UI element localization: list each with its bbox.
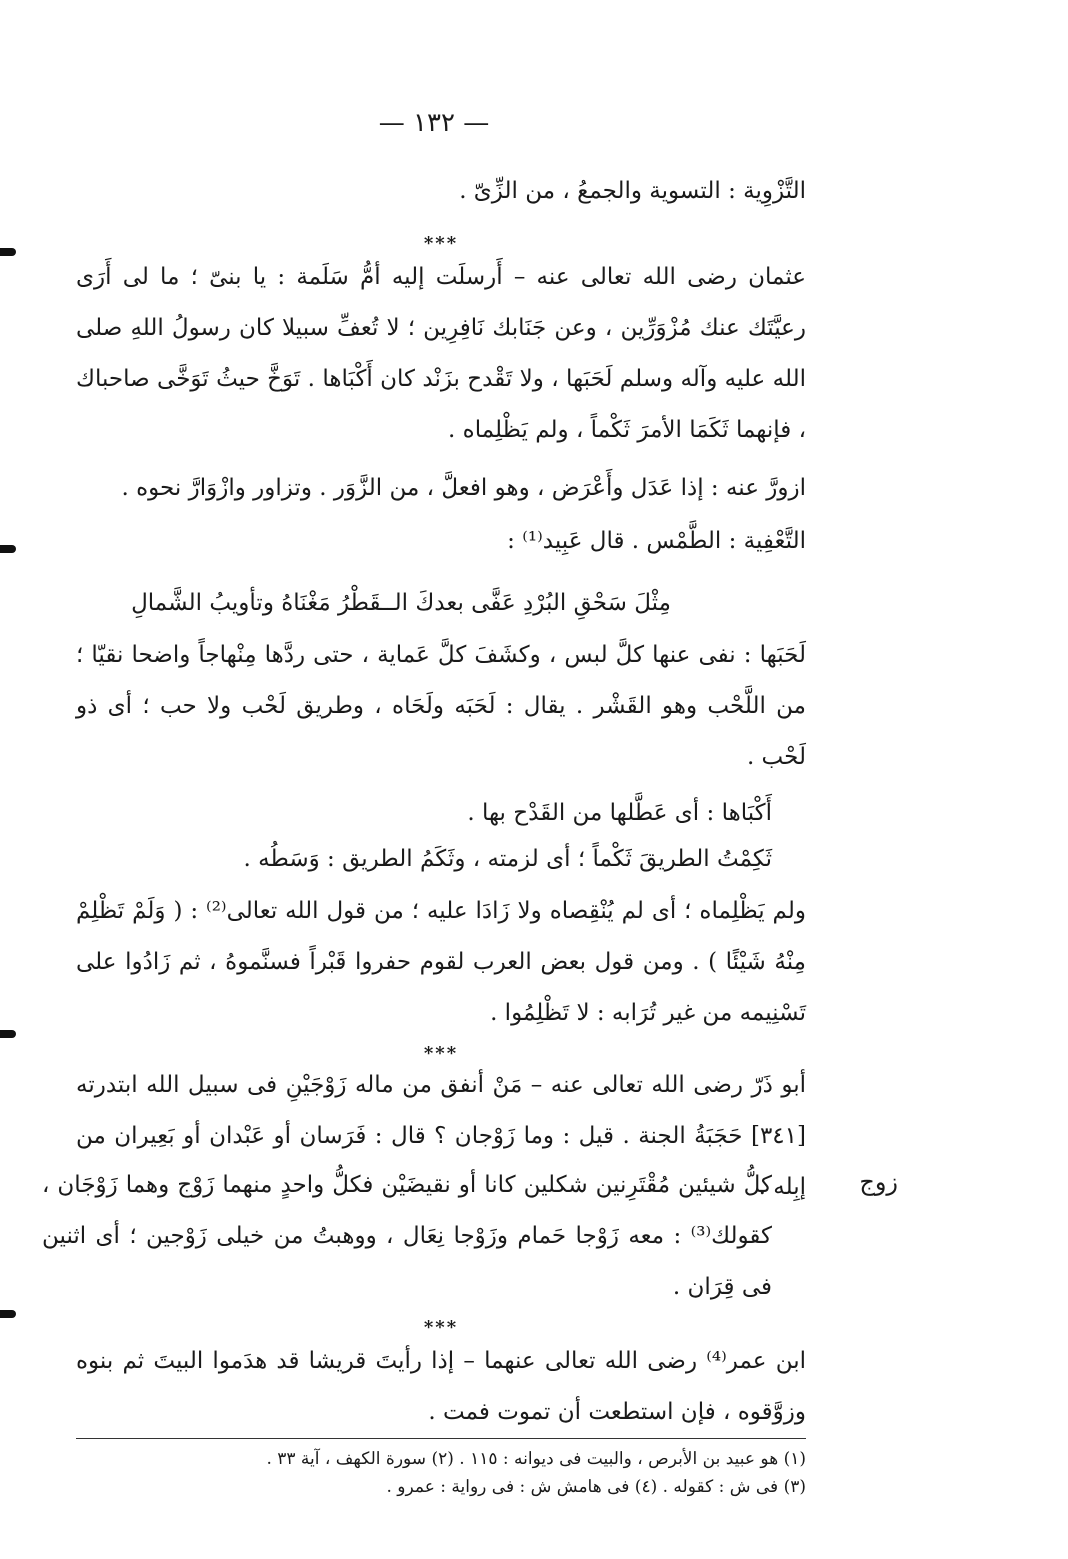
- entry-akbaha: [42, 788, 806, 839]
- entry-tafiya: [76, 516, 806, 567]
- entry-izwarra: [76, 466, 806, 510]
- page-number: — ١٣٢ —: [378, 108, 490, 138]
- hadith-uthman: [76, 252, 806, 456]
- margin-mark: [0, 1310, 16, 1318]
- margin-mark: [0, 1030, 16, 1038]
- paragraph: التَّزْوِية : التسوية والجمعُ ، من الزِّىّ .: [459, 178, 806, 204]
- margin-mark: [0, 545, 16, 553]
- paragraph: ازورَّ عنه : إذا عَدَل وأَعْرَض ، وهو افعلَّ ، من الزَّوَر . وتزاور وازْوَارَّ نحوه .: [121, 475, 806, 501]
- verse-line: مِثْلَ سَحْقِ البُرْدِ عَفَّى بعدكَ الــقَطْرُ مَغْنَاهُ وتأويبُ الشَّمالِ: [131, 590, 671, 616]
- section-separator: ***: [423, 1317, 459, 1338]
- entry-thakimtu: [42, 834, 806, 885]
- footnote-line: (٣) فى ش : كقوله . (٤) فى هامش ش : فى رواية : عمرو .: [386, 1477, 806, 1497]
- paragraph: ابن عمر⁽⁴⁾ رضى الله تعالى عنهما – إذا رأيتَ قريشا قد هدَموا البيتَ ثم بنوه وزوَّقوه ، فإن استطعت أن تموت فمت .: [76, 1348, 806, 1425]
- paragraph: كلُّ شيئين مُقْتَرِنين شكلين كانا أو نقيضَيْن فكلُّ واحدٍ منهما زَوْج وهما زَوْجَان ، كقولك⁽³⁾ : معه زَوْجا حَمام وزَوْجا نِعَال ، ووهبتُ من خيلى زَوْجين ؛ أى اثنين فى قِرَان .: [42, 1172, 772, 1300]
- paragraph: عثمان رضى الله تعالى عنه – أَرسلَت إليه أمُّ سَلَمة : يا بنىّ ؛ ما لى أَرَى رعيَّتَك عنك مُزْوَرِّين ، وعن جَنَابك نَافِرِين ؛ لا تُعفِّ سبيلا كان رسولُ اللهِ صلى الله عليه وآله وسلم لَحَبَها ، ولا تَقْدح بزَنْد كان أَكْبَاها . تَوَخَّ حيثُ تَوَخَّى صاحباك ، فإنهما ثَكَمَا الأمرَ ثَكْماً ، ولم يَظْلِماه .: [76, 264, 806, 443]
- paragraph: ولم يَظْلِماه ؛ أى لم يُنْقِصاه ولا زَادَا عليه ؛ من قول الله تعالى⁽²⁾ : ( وَلَمْ تَظْلِمْ مِنْهُ شَيْئًا ) . ومن قول بعض العرب لقوم حفروا قَبْراً فسنَّموهُ ، ثم زَادُوا على تَسْنِيمه من غير تُرَابه : لا تَظْلِمُوا .: [76, 898, 806, 1026]
- poetry-verse: [36, 578, 806, 629]
- paragraph: ثَكِمْتُ الطريقَ ثَكْماً ؛ أى لزمته ، وثَكَمُ الطريق : وَسَطُه .: [243, 846, 772, 872]
- margin-mark: [0, 248, 16, 256]
- paragraph: التَّعْفِية : الطَّمْس . قال عَبِيد⁽¹⁾ :: [507, 528, 806, 554]
- section-separator: ***: [423, 233, 459, 254]
- paragraph: أبو ذَرّ رضى الله تعالى عنه – مَنْ أنفق من ماله زَوْجَيْنِ فى سبيل الله ابتدرته [٣٤١] حَجَبَةُ الجنة . قيل : وما زَوْجان ؟ قال : فَرَسان أو عَبْدان أو بَعِيران من إبِله .: [76, 1072, 806, 1200]
- entry-tazwiya: [76, 166, 806, 217]
- paragraph: أَكْبَاها : أى عَطَّلها من القَدْح بها .: [467, 800, 772, 826]
- footnote-line: (١) هو عبيد بن الأبرص ، والبيت فى ديوانه : ١١٥ . (٢) سورة الكهف ، آية ٣٣ .: [266, 1449, 806, 1469]
- entry-lahabaha: [76, 630, 806, 783]
- section-separator: ***: [423, 1043, 459, 1064]
- entry-lam-yazlimah: [76, 886, 806, 1039]
- root-word-marginal: زوج: [859, 1168, 898, 1196]
- entry-zawj: [42, 1160, 806, 1313]
- paragraph: لَحَبَها : نفى عنها كلَّ لبس ، وكشَفَ كلَّ عَماية ، حتى ردَّها مِنْهاجاً واضحا نقيّا ؛ من اللَّحْب وهو القَشْر . يقال : لَحَبَه ولَحَاه ، وطريق لَحْب ولا حب ؛ أى ذو لَحْب .: [76, 642, 806, 770]
- hadith-ibn-umar: [76, 1336, 806, 1438]
- footnotes: [76, 1438, 806, 1501]
